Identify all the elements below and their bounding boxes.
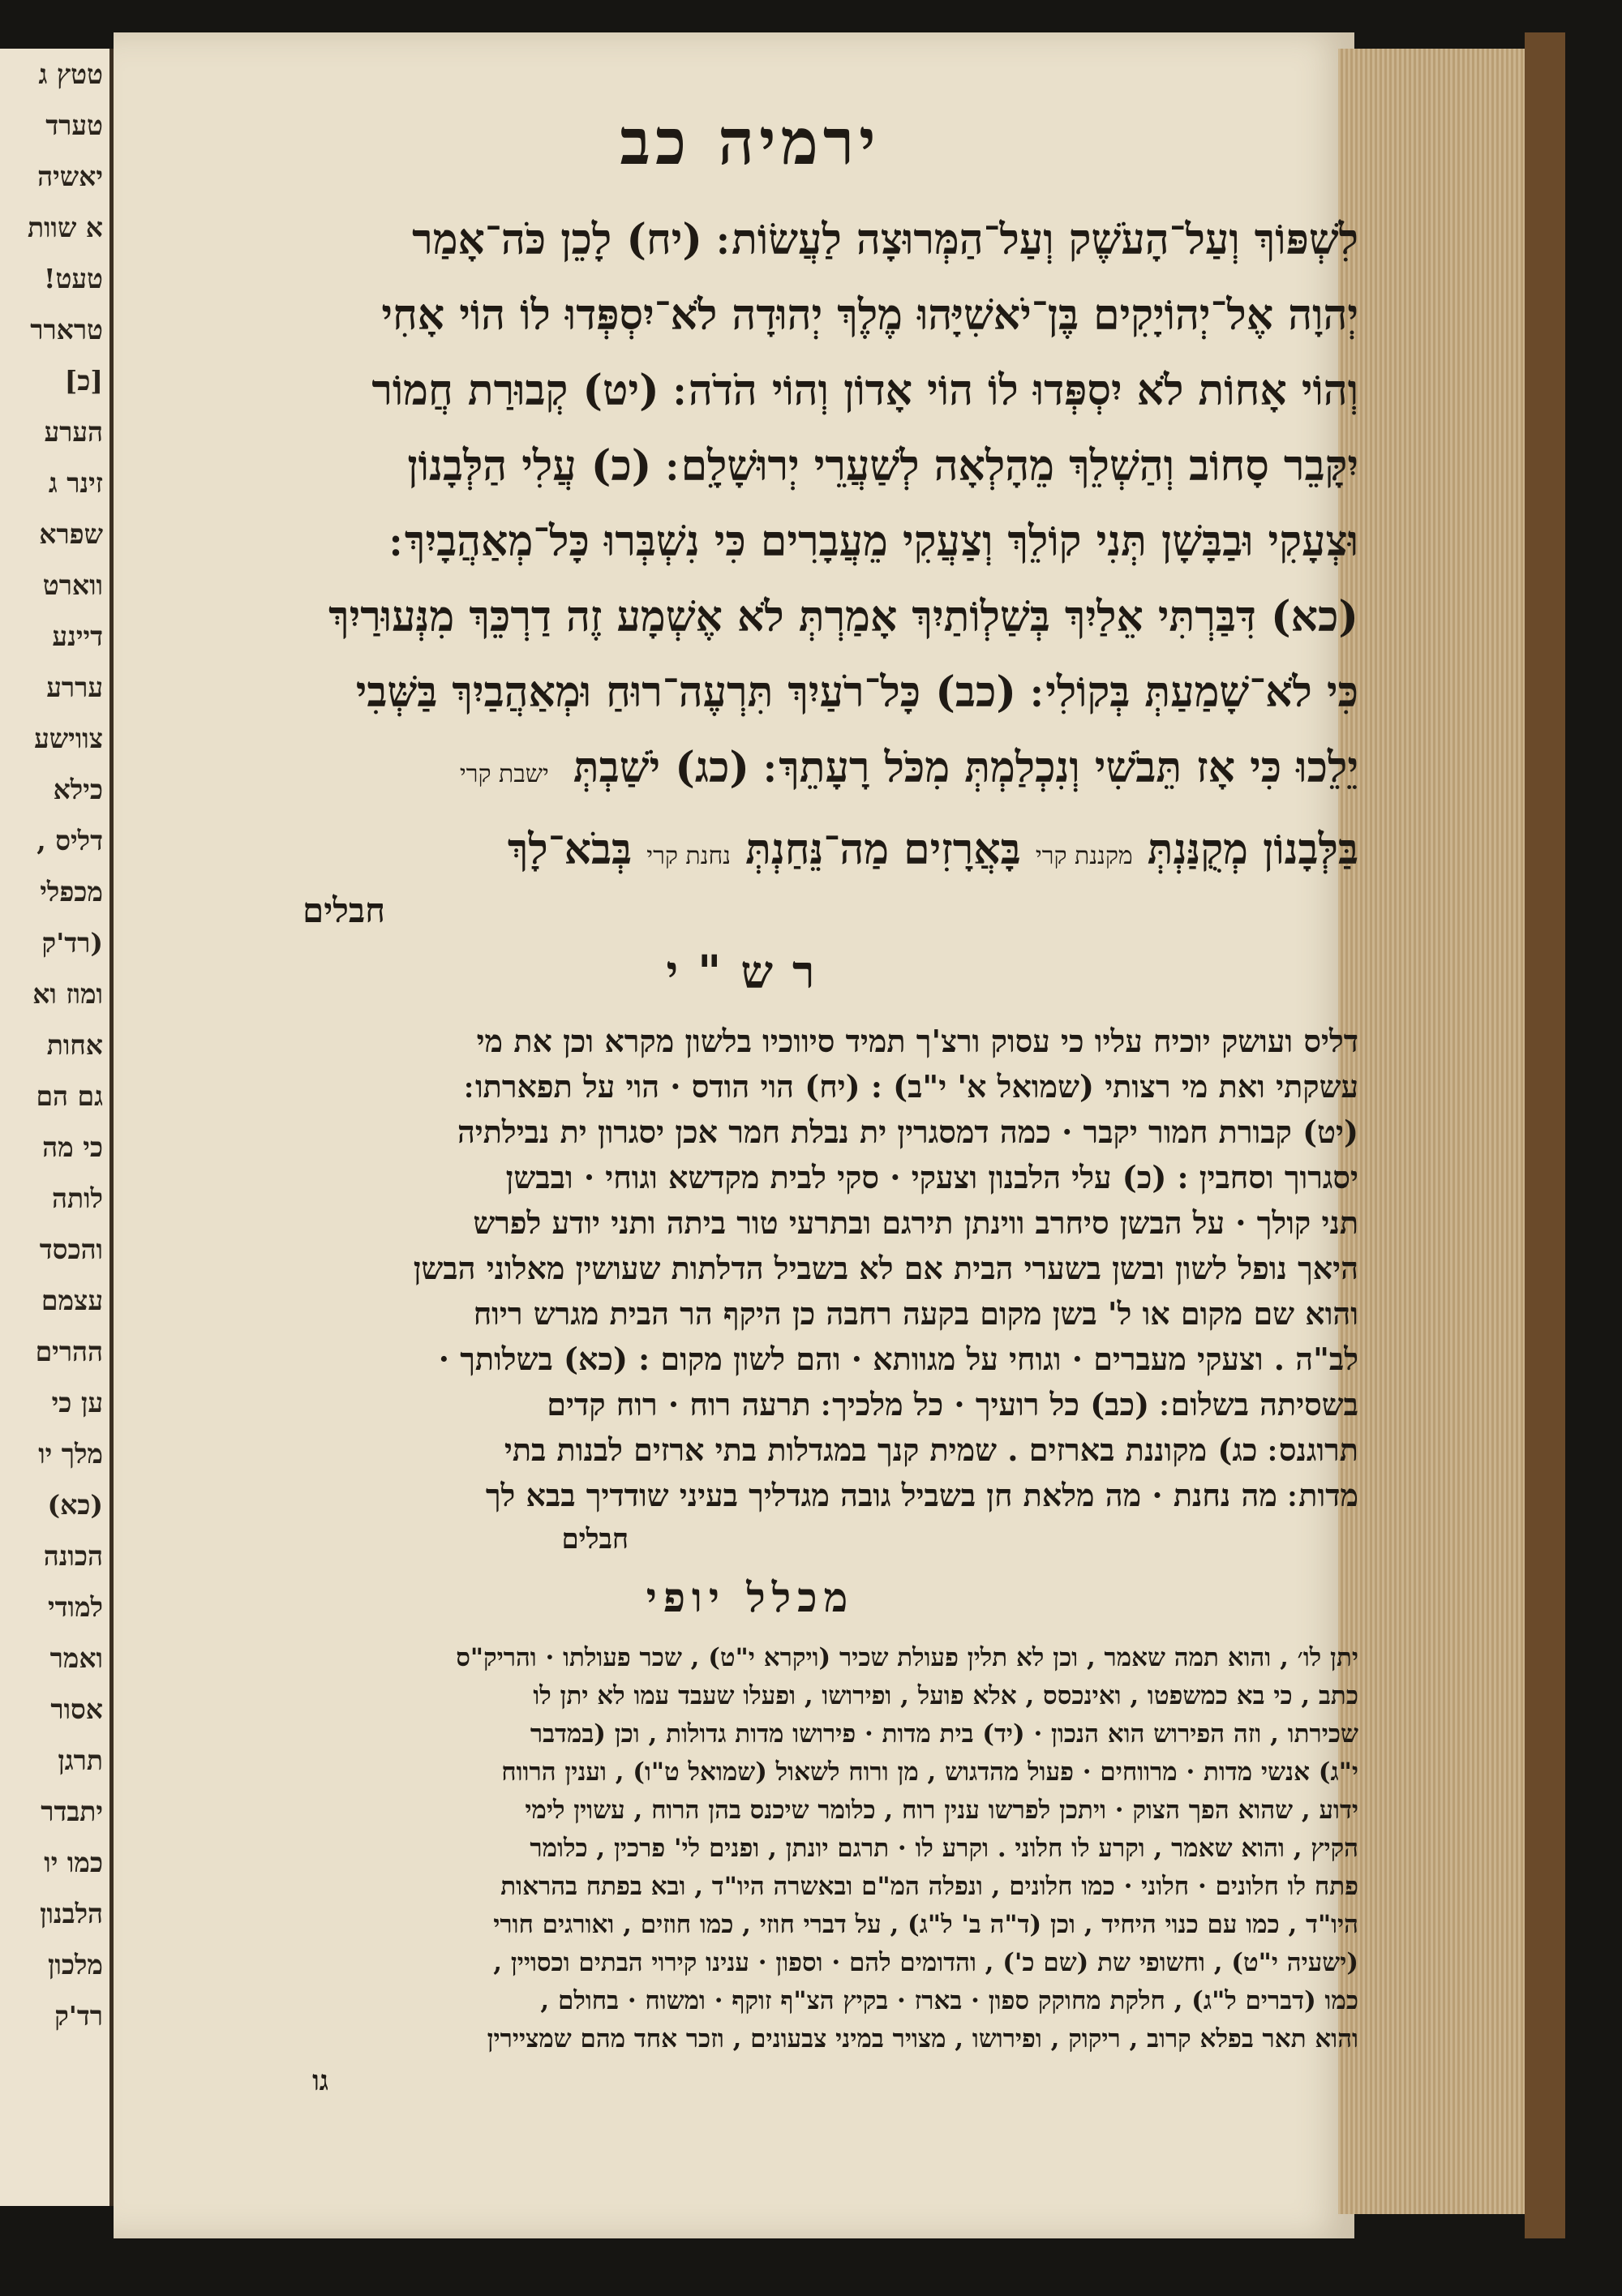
rashi-line: (יט) קבורת חמור יקבר · כמה דמסגרין ית נבלת חמר אכן יסגרון ית נבילתיה: [457, 1114, 1358, 1150]
verse-text: יְהוָה אֶל־יְהוֹיָקִים בֶּן־יֹאשִׁיָּהוּ מֶלֶךְ יְהוּדָה לֹא־יִסְפְּדוּ לוֹ הוֹי אָחִי: [381, 290, 1358, 340]
rashi-line: בשסיתה בשלום ׃ (כב) כל רועיך · כל מלכיך ׃ תרעה רוח · רוח קדים: [547, 1386, 1358, 1423]
left-page-line: כילא: [53, 774, 103, 805]
left-page-line: יתבדר: [41, 1796, 103, 1827]
left-page-fragment: [0, 49, 114, 2206]
left-page-line: טטץ ג: [38, 58, 103, 90]
left-page-line: טערד: [45, 109, 103, 141]
mikhlal-line: פתח לו חלונים · חלוני · כמו חלונים , ונפלה המ"ם ובאשרה היו"ד , ובא בפתח בהראות: [500, 1872, 1358, 1901]
left-page-line: לותה: [52, 1182, 103, 1214]
left-page-line: טעט!: [43, 263, 103, 294]
verse-line: [142, 428, 1358, 504]
rashi-line: והוא שם מקום או ל' בשן מקום בקעה רחבה כן היקף הר הבית מגרש ריוח: [473, 1295, 1358, 1332]
qere-note: מקננת קרי: [1035, 842, 1133, 870]
verse-text: בָּאֲרָזִים מַה־נֵּחַנְתְּ: [745, 825, 1021, 874]
verse-text: בַּלְּבָנוֹן מְקֻנַּנְתְּ: [1147, 825, 1358, 874]
rashi-line: תני קולך · על הבשן סיחרב ווינתן תירגם ובתרעי טור ביתה ותני יודע לפרש: [473, 1204, 1358, 1241]
mikhlal-line: יתן לו׳ , והוא תמה שאמר , וכן לא תלין פעולת שכיר (ויקרא י"ט) , שכר פעולתו · והריק"ס: [456, 1643, 1358, 1672]
verse-text: וְהוֹי אָחוֹת לֹא יִסְפְּדוּ לוֹ הוֹי אָדוֹן וְהוֹי הֹדֹה ׃ (יט) קְבוּרַת חֲמוֹר: [371, 366, 1358, 415]
left-page-line: יאשיה: [37, 161, 103, 192]
left-page-line: מלכון: [48, 1949, 103, 1981]
left-page-line: [כ]: [64, 365, 103, 397]
left-page-line: עצמם: [41, 1285, 103, 1316]
rashi-line: היאך נופל לשון ובשן בשערי הבית אם לא בשביל הדלתות שעושין מאלוני הבשן: [413, 1250, 1358, 1286]
left-page-line: תרגן: [58, 1745, 103, 1776]
page-content: [142, 105, 1358, 2097]
qere-note: נחנת קרי: [646, 842, 731, 870]
left-page-line: ווארט: [42, 569, 103, 601]
left-page-line: מכפלי: [40, 876, 103, 908]
left-page-line: גם הם: [36, 1080, 103, 1112]
verse-text: יֵלֵכוּ כִּי אָז תֵּבֹשִׁי וְנִכְלַמְתְּ מִכֹּל רָעָתֵךְ ׃ (כג) יֹשַׁבְתְּ: [573, 743, 1358, 792]
rashi-line: יסגרוך וסחבין : (כ) עלי הלבנון וצעקי · סקי לבית מקדשא וגוחי · ובבשן: [505, 1159, 1358, 1195]
signature-mark: גו: [312, 2065, 328, 2097]
left-page-line: אחות: [46, 1029, 103, 1061]
catchword: חבלים: [303, 891, 385, 930]
mikhlal-line: הקיץ , והוא שאמר , וקרע לו חלוני . וקרע לו · תרגם יונתן , ופנים לי' פרכין , כלומר: [530, 1834, 1358, 1863]
verse-text: וּצְעָקִי וּבַבָּשָׁן תְּנִי קוֹלֵךְ וְצַעֲקִי מֵעֲבָרִים כִּי נִשְׁבְּרוּ כָּל־מְאַהֲבָיִךְ ׃: [389, 517, 1358, 566]
left-page-line: דיינע: [52, 620, 103, 652]
mikhlal-line: שכירתו , וזה הפירוש הוא הנכון · (יד) בית מדות · פירושו מדות גדולות , וכן (במדבר: [530, 1719, 1358, 1749]
rashi-line: עשקתי ואת מי רצותי (שמואל א' י"ב) : (יח) הוי הודס · הוי על תפארתו ׃: [464, 1068, 1358, 1105]
mikhlal-line: י"ג) אנשי מדות · מרווחים · פעול מהדגוש , מן ורוח לשאול (שמואל ט"ו) , וענין הרווח: [501, 1757, 1358, 1787]
mikhlal-yofi-commentary: [142, 1639, 1358, 2058]
page-edges: [1338, 49, 1531, 2214]
verse-line: [142, 654, 1358, 730]
bible-text: [142, 202, 1358, 812]
mikhlal-yofi-title: מכלל יופי: [646, 1573, 855, 1621]
verse-text: יִקָּבֵר סָחוֹב וְהַשְׁלֵךְ מֵהָלְאָה לְשַׁעֲרֵי יְרוּשָׁלִָם ׃ (כ) עֲלִי הַלְּבָנוֹן: [407, 441, 1358, 491]
left-page-line: זינר ג: [48, 467, 103, 499]
verse-line: [142, 504, 1358, 579]
left-page-line: טרארר: [30, 314, 103, 345]
mikhlal-line: ידוע , שהוא הפך הצוק · ויתכן לפרשו ענין רוח , כלומר שיכנס בהן הרוח , עשוין לימי: [525, 1796, 1358, 1825]
left-page-line: הכונה: [43, 1540, 103, 1572]
qere-note: ישבת קרי: [459, 760, 549, 788]
left-page-line: למודי: [48, 1591, 103, 1623]
left-page-line: ואמר: [49, 1642, 103, 1674]
mikhlal-line: כמו (דברים ל"ג) , חלקת מחוקק ספון · בארז · בקיץ הצ"ף זוקף · ומשוח · בחולם ,: [540, 1986, 1358, 2015]
rashi-line: תרוגנס ׃ כג) מקוננת בארזים . שמית קנך במגדלות בתי ארזים לבנות בתי: [504, 1431, 1358, 1468]
verse-text: לִשְׁפּוֹךְ וְעַל־הָעֹשֶׁק וְעַל־הַמְּרוּצָה לַעֲשׂוֹת ׃ (יח) לָכֵן כֹּה־אָמַר: [412, 215, 1358, 264]
rashi-line: מדות ׃ מה נחנת · מה מלאת חן בשביל גובה מגדליך בעיני שודדיך בבא לך: [485, 1477, 1358, 1513]
left-page-line: ההרים: [35, 1336, 103, 1367]
left-page-line: אסור: [50, 1693, 103, 1725]
left-page-line: ומוז וא: [32, 978, 103, 1010]
mikhlal-line: (ישעיה י"ט) , וחשופי שת (שם כ') , והדומים להם · וספון · ענינו קירוי הבתים וכסויין ,: [493, 1948, 1358, 1977]
running-head: ירמיה כב: [620, 105, 881, 179]
verse-line: [142, 202, 1358, 277]
left-page-line: שפרא: [39, 518, 103, 550]
verse-line: [142, 353, 1358, 428]
left-page-line: הערע: [44, 416, 103, 448]
verse-line: [142, 730, 1358, 812]
rashi-line: דליס ועושק יוכיח עליו כי עסוק ורצ'ך תמיד סיווכיו בלשון מקרא וכן את מי: [476, 1023, 1358, 1059]
commentary-title: רש"י: [666, 946, 835, 999]
left-page-line: רד'ק: [54, 2000, 103, 2032]
left-page-line: צווישע: [34, 723, 103, 754]
rashi-line: לב"ה . וצעקי מעברים · וגוחי על מגוותא · והם לשון מקום : (כא) בשלותך ·: [438, 1341, 1358, 1377]
book-cover: [1525, 32, 1565, 2238]
left-page-line: והכסד: [39, 1234, 103, 1265]
left-page-line: ען כי: [51, 1387, 103, 1418]
catchword: חבלים: [561, 1523, 629, 1556]
verse-line: [142, 277, 1358, 353]
verse-text: בְּבֹא־לָךְ: [507, 825, 633, 874]
mikhlal-line: היו"ד , כמו עם כנוי היחיד , וכן (ד"ה ב' ל"ג) , על דברי חוזי , כמו חוזים , ואורגים חורי: [493, 1910, 1358, 1939]
left-page-line: הלבנון: [40, 1898, 103, 1929]
verse-text: כִּי לֹא־שָׁמַעַתְּ בְּקוֹלִי ׃ (כב) כָּל־רֹעַיִךְ תִּרְעֶה־רוּחַ וּמְאַהֲבַיִךְ בַּשְּׁבִי: [355, 667, 1358, 717]
left-page-line: כי מה: [42, 1131, 103, 1163]
mikhlal-line: והוא תאר בפלא קרוב , ריקוק , ופירושו , מצויר במיני צבעונים , וזכר אחד מהם שמציירין: [487, 2024, 1358, 2054]
left-page-line: עררע: [46, 672, 103, 703]
verse-line: [142, 579, 1358, 654]
left-page-line: דליס ,: [36, 825, 103, 856]
left-page-line: כמו יו: [44, 1847, 103, 1878]
left-page-line: מלך יו: [38, 1438, 103, 1470]
rashi-commentary: [142, 1019, 1358, 1518]
mikhlal-line: כתב , כי בא כמשפטו , ואינכסס , אלא פועל , ופירושו , ופעלו שעבד עמו לא יתן לו: [533, 1681, 1358, 1710]
left-page-line: (כא): [47, 1489, 103, 1521]
left-page-line: א שוות: [27, 212, 103, 243]
left-page-line: (רד'ק: [41, 927, 103, 959]
verse-text: (כא) דִּבַּרְתִּי אֵלַיִךְ בְּשַׁלְוֹתַיִךְ אָמַרְתְּ לֹא אֶשְׁמָע זֶה דַרְכֵּךְ מִנְּעוּרַיִךְ: [328, 592, 1358, 642]
verse-line-last: [142, 812, 1358, 894]
